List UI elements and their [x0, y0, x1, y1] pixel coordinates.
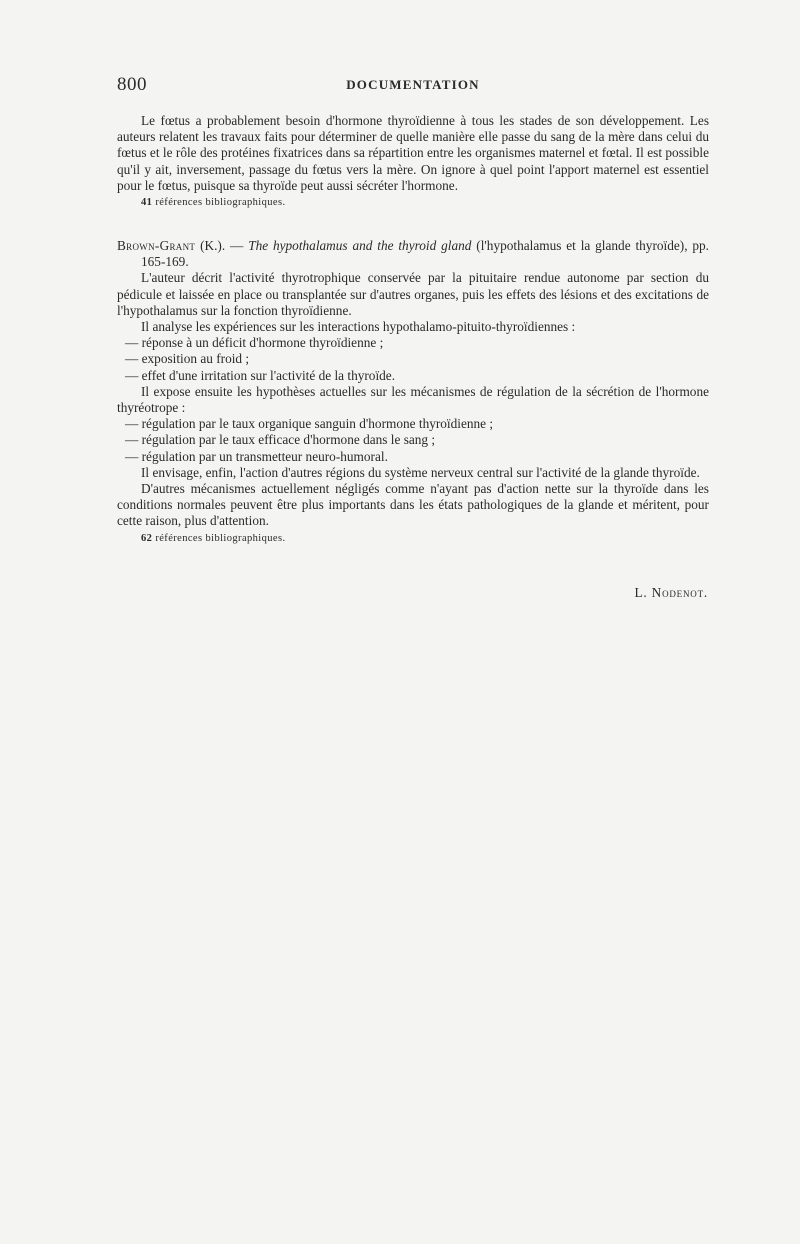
entry-citation — [117, 238, 709, 270]
page-number: 800 — [117, 74, 147, 95]
entry-paragraph-1: L'auteur décrit l'activité thyrotrophique conservée par la pituitaire rendue autonome par section du pédicule et laissée en place ou transplantée sur d'autres organes, puis les effets des lésions et des excitations de l'hypothalamus sur la fonction thyroïdienne. — [117, 270, 709, 318]
list-item: — régulation par un transmetteur neuro-humoral. — [125, 448, 388, 464]
entry-refs-count: 62 — [141, 532, 153, 544]
entry-dash: — — [230, 238, 244, 254]
entry-paragraph-4: Il envisage, enfin, l'action d'autres régions du système nerveux central sur l'activité de la glande thyroïde. — [141, 464, 700, 480]
list-item: — régulation par le taux organique sanguin d'hormone thyroïdienne ; — [125, 416, 494, 432]
page-body — [117, 113, 709, 546]
running-title: DOCUMENTATION — [346, 77, 480, 92]
list-item: — effet d'une irritation sur l'activité de la thyroïde. — [125, 367, 396, 383]
entry-references — [117, 532, 709, 546]
entry-paragraph-2: Il analyse les expériences sur les interactions hypothalamo-pituito-thyroïdiennes : — [141, 319, 576, 335]
entry-initials: (K.). — [200, 238, 226, 254]
entry-translation: (l'hypothalamus et la glande thyroïde), pp. 165-169. — [141, 238, 709, 270]
entry-paragraph-5: D'autres mécanismes actuellement négligés comme n'ayant pas d'action nette sur la thyroïde dans les conditions normales peuvent être plus importants dans les états pathologiques de la glande et méritent, pour cette raison, plus d'attention. — [117, 481, 709, 529]
entry-refs-label: références bibliographiques. — [155, 532, 286, 544]
list-item: — réponse à un déficit d'hormone thyroïdienne ; — [125, 335, 384, 351]
list-item: — exposition au froid ; — [125, 351, 250, 367]
prior-entry-paragraph: Le fœtus a probablement besoin d'hormone thyroïdienne à tous les stades de son développement. Les auteurs relatent les travaux faits pour déterminer de quelle manière elle passe du sang de la mère dans celui du fœtus et le rôle des protéines fixatrices dans sa répartition entre les organismes maternel et fœtal. Il est possible qu'il y ait, inversement, passage du fœtus vers la mère. On ignore à quel point l'apport maternel est essentiel pour le fœtus, puisque sa thyroïde peut aussi sécréter l'hormone. — [117, 113, 709, 193]
entry-author: Brown-Grant — [117, 238, 196, 254]
list-regulation — [117, 416, 709, 465]
entry-paragraph-3: Il expose ensuite les hypothèses actuelles sur les mécanismes de régulation de la sécrétion de l'hormone thyréotrope : — [117, 383, 709, 416]
prior-refs-label: références bibliographiques. — [155, 197, 286, 209]
reviewer-signature: L. Nodenot. — [634, 585, 708, 600]
list-item: — régulation par le taux efficace d'hormone dans le sang ; — [125, 432, 436, 448]
prior-refs-count: 41 — [141, 197, 153, 209]
page-header — [117, 74, 709, 98]
prior-entry-references — [117, 196, 709, 210]
entry-title: The hypothalamus and the thyroid gland — [248, 238, 472, 254]
bibliographic-entry — [117, 238, 709, 546]
list-interactions — [117, 335, 709, 384]
